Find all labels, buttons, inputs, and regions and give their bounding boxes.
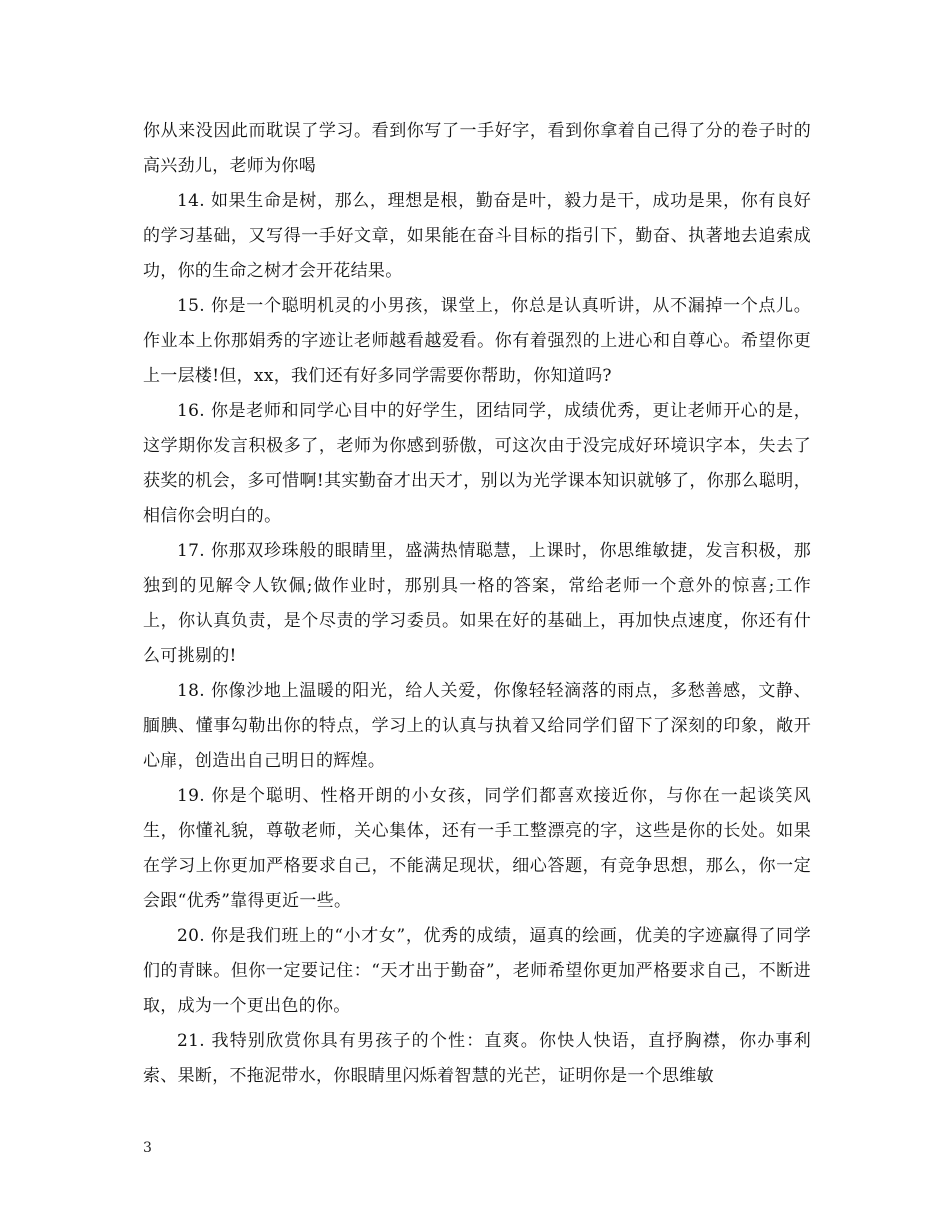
paragraph-item-21: 21. 我特别欣赏你具有男孩子的个性：直爽。你快人快语，直抒胸襟，你办事利索、果断，不拖泥带水，你眼睛里闪烁着智慧的光芒，证明你是一个思维敏 — [143, 1031, 811, 1086]
paragraph-item-18: 18. 你像沙地上温暖的阳光，给人关爱，你像轻轻滴落的雨点，多愁善感，文静、腼腆、懂事勾勒出你的特点，学习上的认真与执着又给同学们留下了深刻的印象，敞开心扉，创造出自己明日的辉煌。 — [143, 681, 811, 771]
page-number: 3 — [143, 1140, 152, 1156]
paragraph-item-14: 14. 如果生命是树，那么，理想是根，勤奋是叶，毅力是干，成功是果，你有良好的学习基础，又写得一手好文章，如果能在奋斗目标的指引下，勤奋、执著地去追索成功，你的生命之树才会开花结果。 — [143, 191, 811, 281]
paragraph-item-15: 15. 你是一个聪明机灵的小男孩，课堂上，你总是认真听讲，从不漏掉一个点儿。作业本上你那娟秀的字迹让老师越看越爱看。你有着强烈的上进心和自尊心。希望你更上一层楼!但，xx，我们还有好多同学需要你帮助，你知道吗? — [143, 296, 811, 386]
document-body — [143, 114, 811, 1094]
paragraph-item-20: 20. 你是我们班上的“小才女”，优秀的成绩，逼真的绘画，优美的字迹赢得了同学们的青睐。但你一定要记住：“天才出于勤奋”，老师希望你更加严格要求自己，不断进取，成为一个更出色的你。 — [143, 926, 811, 1016]
paragraph-continuation: 你从来没因此而耽误了学习。看到你写了一手好字，看到你拿着自己得了分的卷子时的高兴劲儿，老师为你喝 — [143, 121, 811, 176]
paragraph-item-17: 17. 你那双珍珠般的眼睛里，盛满热情聪慧，上课时，你思维敏捷，发言积极，那独到的见解令人钦佩;做作业时，那别具一格的答案，常给老师一个意外的惊喜;工作上，你认真负责，是个尽责的学习委员。如果在好的基础上，再加快点速度，你还有什么可挑剔的! — [143, 541, 811, 666]
paragraph-item-19: 19. 你是个聪明、性格开朗的小女孩，同学们都喜欢接近你，与你在一起谈笑风生，你懂礼貌，尊敬老师，关心集体，还有一手工整漂亮的字，这些是你的长处。如果在学习上你更加严格要求自己，不能满足现状，细心答题，有竞争思想，那么，你一定会跟“优秀”靠得更近一些。 — [143, 786, 811, 911]
paragraph-item-16: 16. 你是老师和同学心目中的好学生，团结同学，成绩优秀，更让老师开心的是，这学期你发言积极多了，老师为你感到骄傲，可这次由于没完成好环境识字本，失去了获奖的机会，多可惜啊!其实勤奋才出天才，别以为光学课本知识就够了，你那么聪明，相信你会明白的。 — [143, 401, 811, 526]
